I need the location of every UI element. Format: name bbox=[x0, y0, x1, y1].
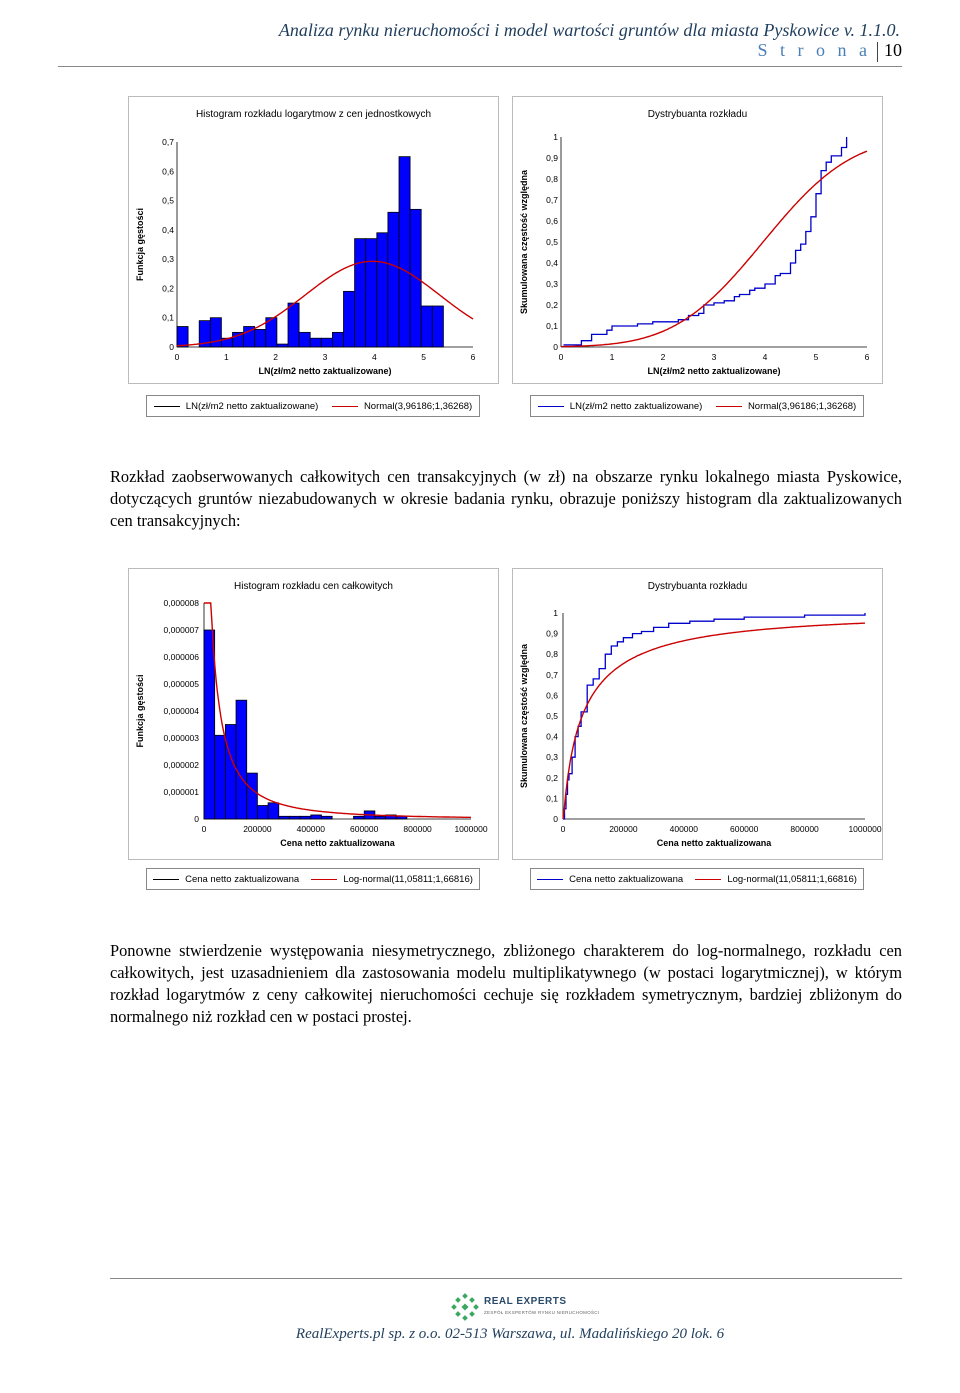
y-tick-label: 1 bbox=[553, 132, 558, 142]
legend-log-cdf bbox=[530, 395, 864, 417]
y-tick-label: 0 bbox=[169, 342, 174, 352]
y-tick-label: 1 bbox=[553, 608, 558, 618]
footer-rule bbox=[110, 1278, 902, 1279]
y-tick-label: 0,4 bbox=[546, 258, 558, 268]
y-tick-label: 0,2 bbox=[546, 772, 558, 783]
y-tick-label: 0,5 bbox=[546, 237, 558, 247]
chart-total-cdf bbox=[512, 568, 883, 860]
observed-cdf-line bbox=[564, 137, 847, 345]
y-tick-label: 0 bbox=[553, 342, 558, 352]
y-tick-label: 0,1 bbox=[546, 321, 558, 331]
page-divider bbox=[877, 42, 878, 62]
legend-item-fitted: Log-normal(11,05811;1,66816) bbox=[695, 874, 857, 885]
y-axis-label: Skumulowana częstość względna bbox=[519, 643, 529, 789]
x-tick-label: 400000 bbox=[669, 824, 698, 834]
y-tick-label: 0,7 bbox=[162, 137, 174, 147]
chart-title: Histogram rozkładu logarytmow z cen jednostkowych bbox=[195, 109, 432, 120]
y-tick-label: 0,000004 bbox=[163, 706, 199, 716]
legend-item-observed: Cena netto zaktualizowana bbox=[537, 874, 683, 885]
histogram-bar bbox=[321, 816, 332, 819]
x-axis-label: Cena netto zaktualizowana bbox=[656, 838, 772, 848]
chart-log-cdf bbox=[512, 96, 883, 384]
histogram-bar bbox=[288, 303, 299, 347]
logo-subtext: ZESPÓŁ EKSPERTÓW RYNKU NIERUCHOMOŚCI bbox=[484, 1310, 600, 1315]
y-tick-label: 0,3 bbox=[162, 254, 174, 265]
y-tick-label: 0,8 bbox=[546, 649, 558, 660]
histogram-bar bbox=[215, 735, 226, 819]
x-tick-label: 1 bbox=[609, 352, 615, 362]
x-axis-label: Cena netto zaktualizowana bbox=[280, 838, 395, 848]
legend-total-cdf bbox=[530, 868, 864, 890]
log-cdf-svg bbox=[513, 97, 882, 383]
y-tick-label: 0,000006 bbox=[163, 652, 199, 662]
x-tick-label: 0 bbox=[174, 352, 180, 362]
histogram-bar bbox=[311, 815, 322, 819]
x-tick-label: 0 bbox=[560, 824, 566, 834]
y-axis-label: Skumulowana częstość względna bbox=[519, 169, 529, 315]
x-tick-label: 1000000 bbox=[848, 824, 882, 834]
x-tick-label: 0 bbox=[201, 824, 207, 834]
y-tick-label: 0,6 bbox=[162, 166, 174, 177]
y-tick-label: 0,6 bbox=[546, 690, 558, 701]
legend-item-fitted: Normal(3,96186;1,36268) bbox=[332, 401, 472, 412]
y-tick-label: 0,1 bbox=[162, 312, 174, 323]
y-tick-label: 0,000003 bbox=[163, 733, 199, 743]
total-histogram-svg bbox=[129, 569, 498, 859]
histogram-bar bbox=[388, 212, 399, 347]
y-tick-label: 0,000008 bbox=[163, 598, 199, 608]
y-tick-label: 0,000007 bbox=[163, 625, 199, 635]
x-tick-label: 1000000 bbox=[454, 824, 488, 834]
y-tick-label: 0,4 bbox=[162, 224, 174, 235]
y-tick-label: 0 bbox=[553, 814, 558, 824]
histogram-bar bbox=[268, 803, 279, 819]
page-indicator bbox=[758, 40, 903, 62]
histogram-bar bbox=[177, 327, 188, 348]
histogram-bar bbox=[299, 332, 310, 347]
x-tick-label: 200000 bbox=[609, 824, 638, 834]
x-tick-label: 6 bbox=[864, 352, 870, 362]
logo-text: REAL EXPERTS bbox=[484, 1296, 567, 1307]
x-tick-label: 6 bbox=[470, 352, 476, 362]
x-tick-label: 400000 bbox=[296, 824, 325, 834]
y-tick-label: 0,7 bbox=[546, 669, 558, 680]
histogram-bar bbox=[300, 816, 311, 819]
chart-title: Dystrybuanta rozkładu bbox=[647, 581, 748, 592]
histogram-bar bbox=[236, 700, 247, 819]
histogram-bar bbox=[310, 338, 321, 347]
header-rule bbox=[58, 66, 902, 67]
histogram-bar bbox=[255, 329, 266, 347]
y-tick-label: 0,3 bbox=[546, 279, 558, 289]
fitted-cdf-line bbox=[563, 623, 865, 819]
y-tick-label: 0 bbox=[194, 814, 199, 824]
histogram-bar bbox=[277, 344, 288, 347]
histogram-bar bbox=[289, 816, 300, 819]
histogram-bar bbox=[421, 306, 432, 347]
histogram-bar bbox=[355, 239, 366, 347]
y-tick-label: 0,000002 bbox=[163, 760, 199, 770]
y-tick-label: 0,9 bbox=[546, 628, 558, 639]
x-tick-label: 4 bbox=[762, 352, 768, 362]
x-axis-label: LN(zł/m2 netto zaktualizowane) bbox=[258, 366, 392, 376]
histogram-bar bbox=[410, 209, 421, 347]
legend-item-observed: LN(zł/m2 netto zaktualizowane) bbox=[154, 401, 319, 412]
y-tick-label: 0,5 bbox=[162, 195, 174, 206]
histogram-bar bbox=[279, 816, 290, 819]
y-tick-label: 0,6 bbox=[546, 216, 558, 226]
y-tick-label: 0,9 bbox=[546, 153, 558, 163]
legend-item-observed: LN(zł/m2 netto zaktualizowane) bbox=[538, 401, 703, 412]
histogram-bar bbox=[354, 816, 365, 819]
observed-cdf-line bbox=[563, 613, 865, 819]
chart-title: Histogram rozkładu cen całkowitych bbox=[234, 581, 393, 592]
page-number: 10 bbox=[884, 40, 902, 60]
histogram-bar bbox=[344, 291, 355, 347]
x-tick-label: 5 bbox=[421, 352, 427, 362]
x-tick-label: 1 bbox=[223, 352, 229, 362]
histogram-bar bbox=[375, 816, 386, 819]
legend-item-fitted: Normal(3,96186;1,36268) bbox=[716, 401, 856, 412]
histogram-bar bbox=[204, 630, 215, 819]
histogram-bar bbox=[247, 773, 258, 819]
footer-address: RealExperts.pl sp. z o.o. 02-513 Warszawa, ul. Madalińskiego 20 lok. 6 bbox=[295, 1326, 725, 1342]
chart-title: Dystrybuanta rozkładu bbox=[647, 109, 748, 120]
document-title: Analiza rynku nieruchomości i model wartości gruntów dla miasta Pyskowice v. 1.1.0. bbox=[278, 20, 900, 40]
y-tick-label: 0,2 bbox=[546, 300, 558, 310]
x-tick-label: 2 bbox=[273, 352, 279, 362]
y-axis-label: Funkcja gęstości bbox=[135, 674, 145, 748]
x-tick-label: 3 bbox=[711, 352, 717, 362]
histogram-bar bbox=[225, 725, 236, 820]
histogram-bar bbox=[366, 239, 377, 347]
histogram-bar bbox=[321, 338, 332, 347]
legend-total-histogram bbox=[146, 868, 480, 890]
histogram-bar bbox=[399, 157, 410, 347]
legend-item-observed: Cena netto zaktualizowana bbox=[153, 874, 299, 885]
y-tick-label: 0,7 bbox=[546, 195, 558, 205]
y-axis-label: Funkcja gęstości bbox=[135, 207, 145, 282]
histogram-bar bbox=[332, 332, 343, 347]
x-tick-label: 600000 bbox=[730, 824, 759, 834]
total-cdf-svg bbox=[513, 569, 882, 859]
y-tick-label: 0,000005 bbox=[163, 679, 199, 689]
x-tick-label: 5 bbox=[813, 352, 819, 362]
x-tick-label: 0 bbox=[558, 352, 564, 362]
legend-item-fitted: Log-normal(11,05811;1,66816) bbox=[311, 874, 473, 885]
x-tick-label: 800000 bbox=[403, 824, 432, 834]
histogram-bar bbox=[257, 806, 268, 820]
chart-log-histogram bbox=[128, 96, 499, 384]
chart-total-histogram bbox=[128, 568, 499, 860]
x-tick-label: 800000 bbox=[790, 824, 819, 834]
page-word: S t r o n a bbox=[757, 40, 871, 60]
histogram-bar bbox=[377, 233, 388, 347]
x-tick-label: 4 bbox=[371, 352, 377, 362]
y-tick-label: 0,5 bbox=[546, 711, 558, 721]
y-tick-label: 0,8 bbox=[546, 174, 558, 184]
histogram-bar bbox=[432, 306, 443, 347]
paragraph-intro: Rozkład zaobserwowanych całkowitych cen transakcyjnych (w zł) na obszarze rynku lokalnego miasta Pyskowice, dotyczących gruntów niezabudowanych w okresie badania rynku, obrazuje poniższy histogram dla zaktualizowanych cen transakcyjnych: bbox=[110, 467, 902, 530]
company-logo-icon bbox=[450, 1292, 480, 1322]
y-tick-label: 0,4 bbox=[546, 731, 558, 742]
paragraph-conclusion: Ponowne stwierdzenie występowania niesymetrycznego, zbliżonego charakterem do log-normalnego, rozkładu cen całkowitych, jest uzasadnieniem dla zastosowania modelu multiplikatywnego (w postaci logarytmicznej), w którym rozkład logarytmów z ceny całkowitej nieruchomości cechuje się rozkładem symetrycznym, bardziej zbliżonym do normalnego niż rozkład cen w postaci prostej. bbox=[110, 941, 902, 1026]
y-tick-label: 0,2 bbox=[162, 283, 174, 294]
y-tick-label: 0,000001 bbox=[163, 787, 199, 797]
y-tick-label: 0,3 bbox=[546, 752, 558, 763]
y-tick-label: 0,1 bbox=[546, 793, 558, 804]
x-tick-label: 200000 bbox=[243, 824, 272, 834]
x-axis-label: LN(zł/m2 netto zaktualizowane) bbox=[647, 366, 781, 376]
x-tick-label: 600000 bbox=[350, 824, 379, 834]
x-tick-label: 3 bbox=[322, 352, 328, 362]
legend-log-histogram bbox=[146, 395, 480, 417]
x-tick-label: 2 bbox=[660, 352, 666, 362]
log-histogram-svg bbox=[129, 97, 498, 383]
